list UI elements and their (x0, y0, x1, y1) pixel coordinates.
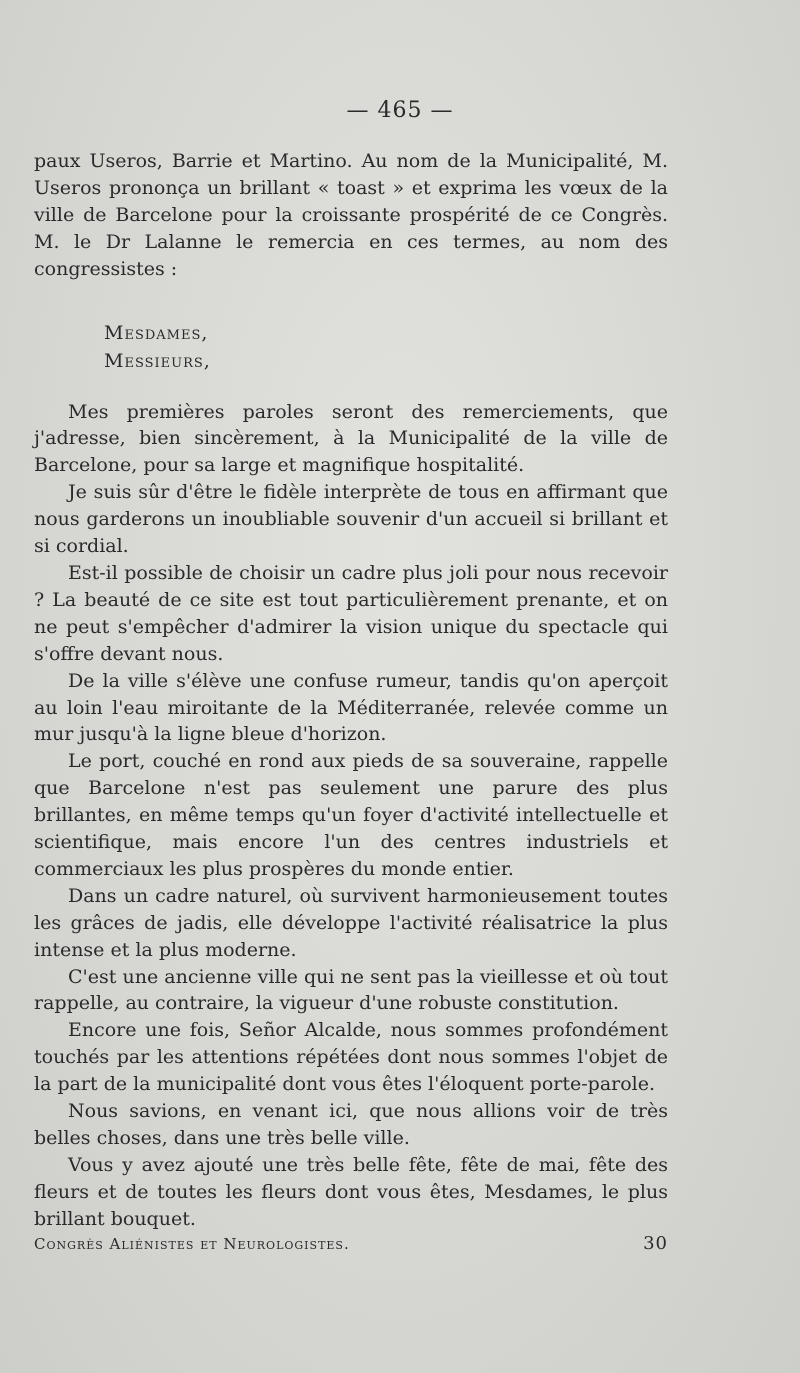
salutation (34, 319, 668, 375)
signature-mark: 30 (643, 1233, 668, 1254)
intro-paragraph: paux Useros, Barrie et Martino. Au nom de la Municipalité, M. Useros prononça un brillant « toast » et exprima les vœux de la ville de Barcelone pour la croissante prospérité de ce Congrès. M. le Dr Lalanne le remercia en ces termes, au nom des congressistes : (34, 150, 668, 280)
paragraph: Mes premières paroles seront des remerciements, que j'adresse, bien sincèrement, à la Municipalité de la ville de Barcelone, pour sa large et magnifique hospitalité. (34, 400, 668, 477)
paragraph: Je suis sûr d'être le fidèle interprète de tous en affirmant que nous garderons un inoubliable souvenir d'un accueil si brillant et si cordial. (34, 481, 668, 558)
salutation-line: Messieurs, (104, 349, 211, 372)
paragraph: De la ville s'élève une confuse rumeur, tandis qu'on aperçoit au loin l'eau miroitante de la Méditerranée, relevée comme un mur jusqu'à la ligne bleue d'horizon. (34, 669, 668, 746)
footer-title: Congrès Aliénistes et Neurologistes. (34, 1235, 350, 1253)
paragraph: Encore une fois, Señor Alcalde, nous sommes profondément touchés par les attentions répétées dont nous sommes l'objet de la part de la municipalité dont vous êtes l'éloquent porte-parole. (34, 1019, 668, 1096)
paragraph: Le port, couché en rond aux pieds de sa souveraine, rappelle que Barcelone n'est pas seulement une parure des plus brillantes, en même temps qu'un foyer d'activité intellectuelle et scientifique, mais encore l'un des centres industriels et commerciaux les plus prospères du monde entier. (34, 750, 668, 880)
paragraph: Est-il possible de choisir un cadre plus joli pour nous recevoir ? La beauté de ce site est tout particulièrement prenante, et on ne peut s'empêcher d'admirer la vision unique du spectacle qui s'offre devant nous. (34, 561, 668, 665)
page-footer (34, 1223, 668, 1254)
paragraph: Nous savions, en venant ici, que nous allions voir de très belles choses, dans une très belle ville. (34, 1100, 668, 1149)
paragraph: Dans un cadre naturel, où survivent harmonieusement toutes les grâces de jadis, elle développe l'activité réalisatrice la plus intense et la plus moderne. (34, 884, 668, 961)
page-number: — 465 — (346, 98, 454, 123)
paragraph: C'est une ancienne ville qui ne sent pas la vieillesse et où tout rappelle, au contraire, la vigueur d'une robuste constitution. (34, 965, 668, 1015)
body-text (34, 148, 668, 1233)
paragraph: Vous y avez ajouté une très belle fête, fête de mai, fête des fleurs et de toutes les fleurs dont vous êtes, Mesdames, le plus brillant bouquet. (34, 1153, 668, 1230)
salutation-line: Mesdames, (104, 321, 209, 344)
